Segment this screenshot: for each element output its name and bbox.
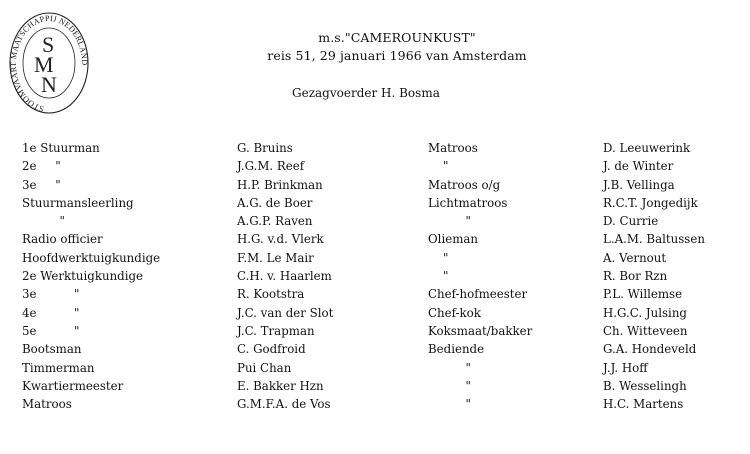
rank-cell: Stuurmansleerling <box>22 195 134 210</box>
seal-letter-n: N <box>41 72 57 97</box>
seal-ring-text: STOOMVAART MAATSCHAPPIJ NEDERLAND <box>8 13 90 114</box>
rank-cell: Chef-kok <box>428 305 481 320</box>
roster-row <box>0 305 750 323</box>
rank-cell: 3e " <box>22 177 61 192</box>
roster-row <box>0 195 750 213</box>
crew-name-cell: A.G.P. Raven <box>237 214 313 229</box>
crew-name-cell: H.G.C. Julsing <box>603 305 687 320</box>
rank-cell: Radio officier <box>22 232 103 247</box>
roster-row <box>0 341 750 359</box>
rank-cell: Kwartiermeester <box>22 378 124 393</box>
crew-name-cell: J.B. Vellinga <box>603 177 675 192</box>
crew-name-cell: Ch. Witteveen <box>603 323 688 338</box>
rank-cell: 1e Stuurman <box>22 141 100 155</box>
crew-name-cell: J.G.M. Reef <box>237 159 305 174</box>
crew-name-cell: A. Vernout <box>603 250 667 265</box>
roster-row <box>0 250 750 268</box>
rank-cell: Bediende <box>428 342 485 357</box>
roster-row <box>0 213 750 231</box>
crew-name-cell: D. Leeuwerink <box>603 141 691 155</box>
crew-name-cell: G.A. Hondeveld <box>603 342 697 357</box>
rank-cell: " <box>428 250 449 265</box>
crew-name-cell: G.M.F.A. de Vos <box>237 397 331 412</box>
crew-name-cell: P.L. Willemse <box>603 287 683 302</box>
roster-row <box>0 177 750 195</box>
crew-name-cell: C.H. v. Haarlem <box>237 269 332 284</box>
crew-name-cell: J. de Winter <box>603 159 674 174</box>
rank-cell: 3e " <box>22 287 80 302</box>
crew-name-cell: J.C. Trapman <box>237 323 315 338</box>
rank-cell: " <box>428 360 471 375</box>
ship-name-title: m.s."CAMEROUNKUST" <box>318 30 476 45</box>
roster-row <box>0 360 750 378</box>
rank-cell: 4e " <box>22 305 80 320</box>
rank-cell: Bootsman <box>22 342 82 357</box>
crew-name-cell: D. Currie <box>603 214 659 229</box>
rank-cell: 5e " <box>22 323 80 338</box>
crew-name-cell: C. Godfroid <box>237 342 306 357</box>
crew-name-cell: A.G. de Boer <box>237 195 313 210</box>
seal-letter-s: S <box>42 32 55 57</box>
crew-name-cell: G. Bruins <box>237 141 293 155</box>
crew-name-cell: Pui Chan <box>237 360 292 375</box>
crew-name-cell: H.C. Martens <box>603 397 684 412</box>
rank-cell: 2e Werktuigkundige <box>22 269 144 284</box>
smn-company-seal <box>8 10 90 116</box>
rank-cell: Matroos o/g <box>428 177 501 192</box>
rank-cell: Olieman <box>428 232 479 247</box>
crew-name-cell: F.M. Le Mair <box>237 250 314 265</box>
crew-roster <box>0 140 750 414</box>
crew-name-cell: J.J. Hoff <box>603 360 648 375</box>
rank-cell: " <box>428 159 449 174</box>
rank-cell: " <box>428 269 449 284</box>
rank-cell: " <box>428 378 471 393</box>
rank-cell: 2e " <box>22 159 61 174</box>
crew-name-cell: B. Wesselingh <box>603 378 687 393</box>
rank-cell: Chef-hofmeester <box>428 287 528 302</box>
rank-cell: Matroos <box>428 141 478 155</box>
roster-row <box>0 396 750 414</box>
crew-name-cell: L.A.M. Baltussen <box>603 232 705 247</box>
roster-row <box>0 323 750 341</box>
roster-row <box>0 378 750 396</box>
rank-cell: Timmerman <box>22 360 95 375</box>
rank-cell: Matroos <box>22 397 72 412</box>
rank-cell: Hoofdwerktuigkundige <box>22 250 161 265</box>
crew-name-cell: R. Bor Rzn <box>603 269 668 284</box>
roster-row <box>0 286 750 304</box>
roster-row <box>0 231 750 249</box>
roster-row <box>0 268 750 286</box>
rank-cell: Koksmaat/bakker <box>428 323 533 338</box>
crew-name-cell: H.P. Brinkman <box>237 177 323 192</box>
rank-cell: " <box>428 214 471 229</box>
crew-name-cell: R.C.T. Jongedijk <box>603 195 698 210</box>
crew-name-cell: J.C. van der Slot <box>237 305 334 320</box>
crew-name-cell: R. Kootstra <box>237 287 305 302</box>
crew-name-cell: E. Bakker Hzn <box>237 378 324 393</box>
rank-cell: Lichtmatroos <box>428 195 508 210</box>
roster-row <box>0 158 750 176</box>
rank-cell: " <box>428 397 471 412</box>
seal-letter-m: M <box>34 52 54 77</box>
roster-row <box>0 140 750 158</box>
voyage-subtitle: reis 51, 29 januari 1966 van Amsterdam <box>267 48 527 63</box>
rank-cell: " <box>22 214 65 229</box>
crew-name-cell: H.G. v.d. Vlerk <box>237 232 324 247</box>
captain-line: Gezagvoerder H. Bosma <box>292 86 440 100</box>
